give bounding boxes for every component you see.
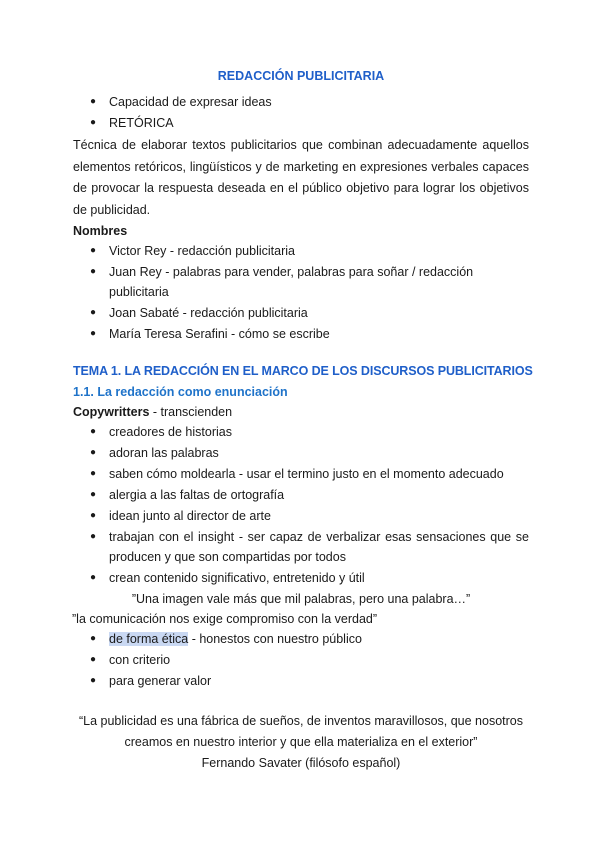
bullet-icon: ● bbox=[90, 117, 97, 128]
list-item: ● Juan Rey - palabras para vender, palabras para soñar / redacción publicitaria bbox=[73, 262, 529, 302]
bullet-icon: ● bbox=[90, 489, 97, 500]
image-quote: ”Una imagen vale más que mil palabras, pero una palabra…” bbox=[131, 592, 471, 606]
list-item: ● RETÓRICA bbox=[73, 113, 529, 133]
bullet-icon: ● bbox=[90, 426, 97, 437]
list-item: ● creadores de historias bbox=[73, 422, 529, 442]
copywriters-line bbox=[73, 402, 529, 422]
bullet-icon: ● bbox=[90, 654, 97, 665]
bullet-icon: ● bbox=[90, 531, 97, 542]
list-item: ● trabajan con el insight - ser capaz de verbalizar esas sensaciones que se producen y que son compartidas por todos bbox=[73, 527, 529, 567]
list-item: ● con criterio bbox=[73, 650, 529, 670]
names-heading: Nombres bbox=[73, 224, 128, 238]
definition-paragraph: Técnica de elaborar textos publicitarios que combinan adecuadamente aquellos elementos retóricos, lingüísticos y de marketing en expresiones verbales capaces de provocar la respuesta deseada en el público objetivo para lograr los objetivos de publicidad. bbox=[73, 138, 529, 217]
truth-quote: ”la comunicación nos exige compromiso con la verdad” bbox=[72, 612, 378, 626]
spacer bbox=[73, 692, 529, 711]
bullet-icon: ● bbox=[90, 328, 97, 339]
list-item: ● idean junto al director de arte bbox=[73, 506, 529, 526]
subsection-title: 1.1. La redacción como enunciación bbox=[73, 385, 288, 399]
list-item: ● para generar valor bbox=[73, 671, 529, 691]
copywriter-traits-list bbox=[73, 422, 529, 588]
list-item: ● adoran las palabras bbox=[73, 443, 529, 463]
bullet-icon: ● bbox=[90, 675, 97, 686]
list-item: ● Capacidad de expresar ideas bbox=[73, 92, 529, 112]
list-item: ● Victor Rey - redacción publicitaria bbox=[73, 241, 529, 261]
ethics-list bbox=[73, 629, 529, 691]
list-item: ● alergia a las faltas de ortografía bbox=[73, 485, 529, 505]
bullet-icon: ● bbox=[90, 96, 97, 107]
copywriters-rest: - transcienden bbox=[149, 405, 233, 419]
bullet-icon: ● bbox=[90, 307, 97, 318]
section-title: TEMA 1. LA REDACCIÓN EN EL MARCO DE LOS DISCURSOS PUBLICITARIOS bbox=[73, 364, 533, 378]
list-item: ● Joan Sabaté - redacción publicitaria bbox=[73, 303, 529, 323]
bullet-icon: ● bbox=[90, 245, 97, 256]
bullet-icon: ● bbox=[90, 266, 97, 277]
bullet-icon: ● bbox=[90, 633, 97, 644]
savater-author: Fernando Savater (filósofo español) bbox=[201, 756, 401, 770]
document-page bbox=[72, 68, 533, 774]
copywriters-label: Copywritters bbox=[73, 405, 150, 419]
bullet-icon: ● bbox=[90, 510, 97, 521]
savater-quote-line-2: creamos en nuestro interior y que ella materializa en el exterior” bbox=[124, 735, 478, 749]
names-list bbox=[73, 241, 529, 344]
list-item: ● María Teresa Serafini - cómo se escribe bbox=[73, 324, 529, 344]
bullet-icon: ● bbox=[90, 572, 97, 583]
list-item: ● saben cómo moldearla - usar el termino justo en el momento adecuado bbox=[73, 464, 529, 484]
list-item: ● crean contenido significativo, entretenido y útil bbox=[73, 568, 529, 588]
document-title: REDACCIÓN PUBLICITARIA bbox=[217, 69, 385, 83]
intro-list bbox=[73, 92, 529, 133]
highlighted-text: de forma ética bbox=[109, 632, 189, 646]
list-item: ● de forma ética - honestos con nuestro público bbox=[73, 629, 529, 649]
bullet-icon: ● bbox=[90, 447, 97, 458]
savater-quote-line-1: “La publicidad es una fábrica de sueños, de inventos maravillosos, que nosotros bbox=[78, 714, 524, 728]
bullet-icon: ● bbox=[90, 468, 97, 479]
